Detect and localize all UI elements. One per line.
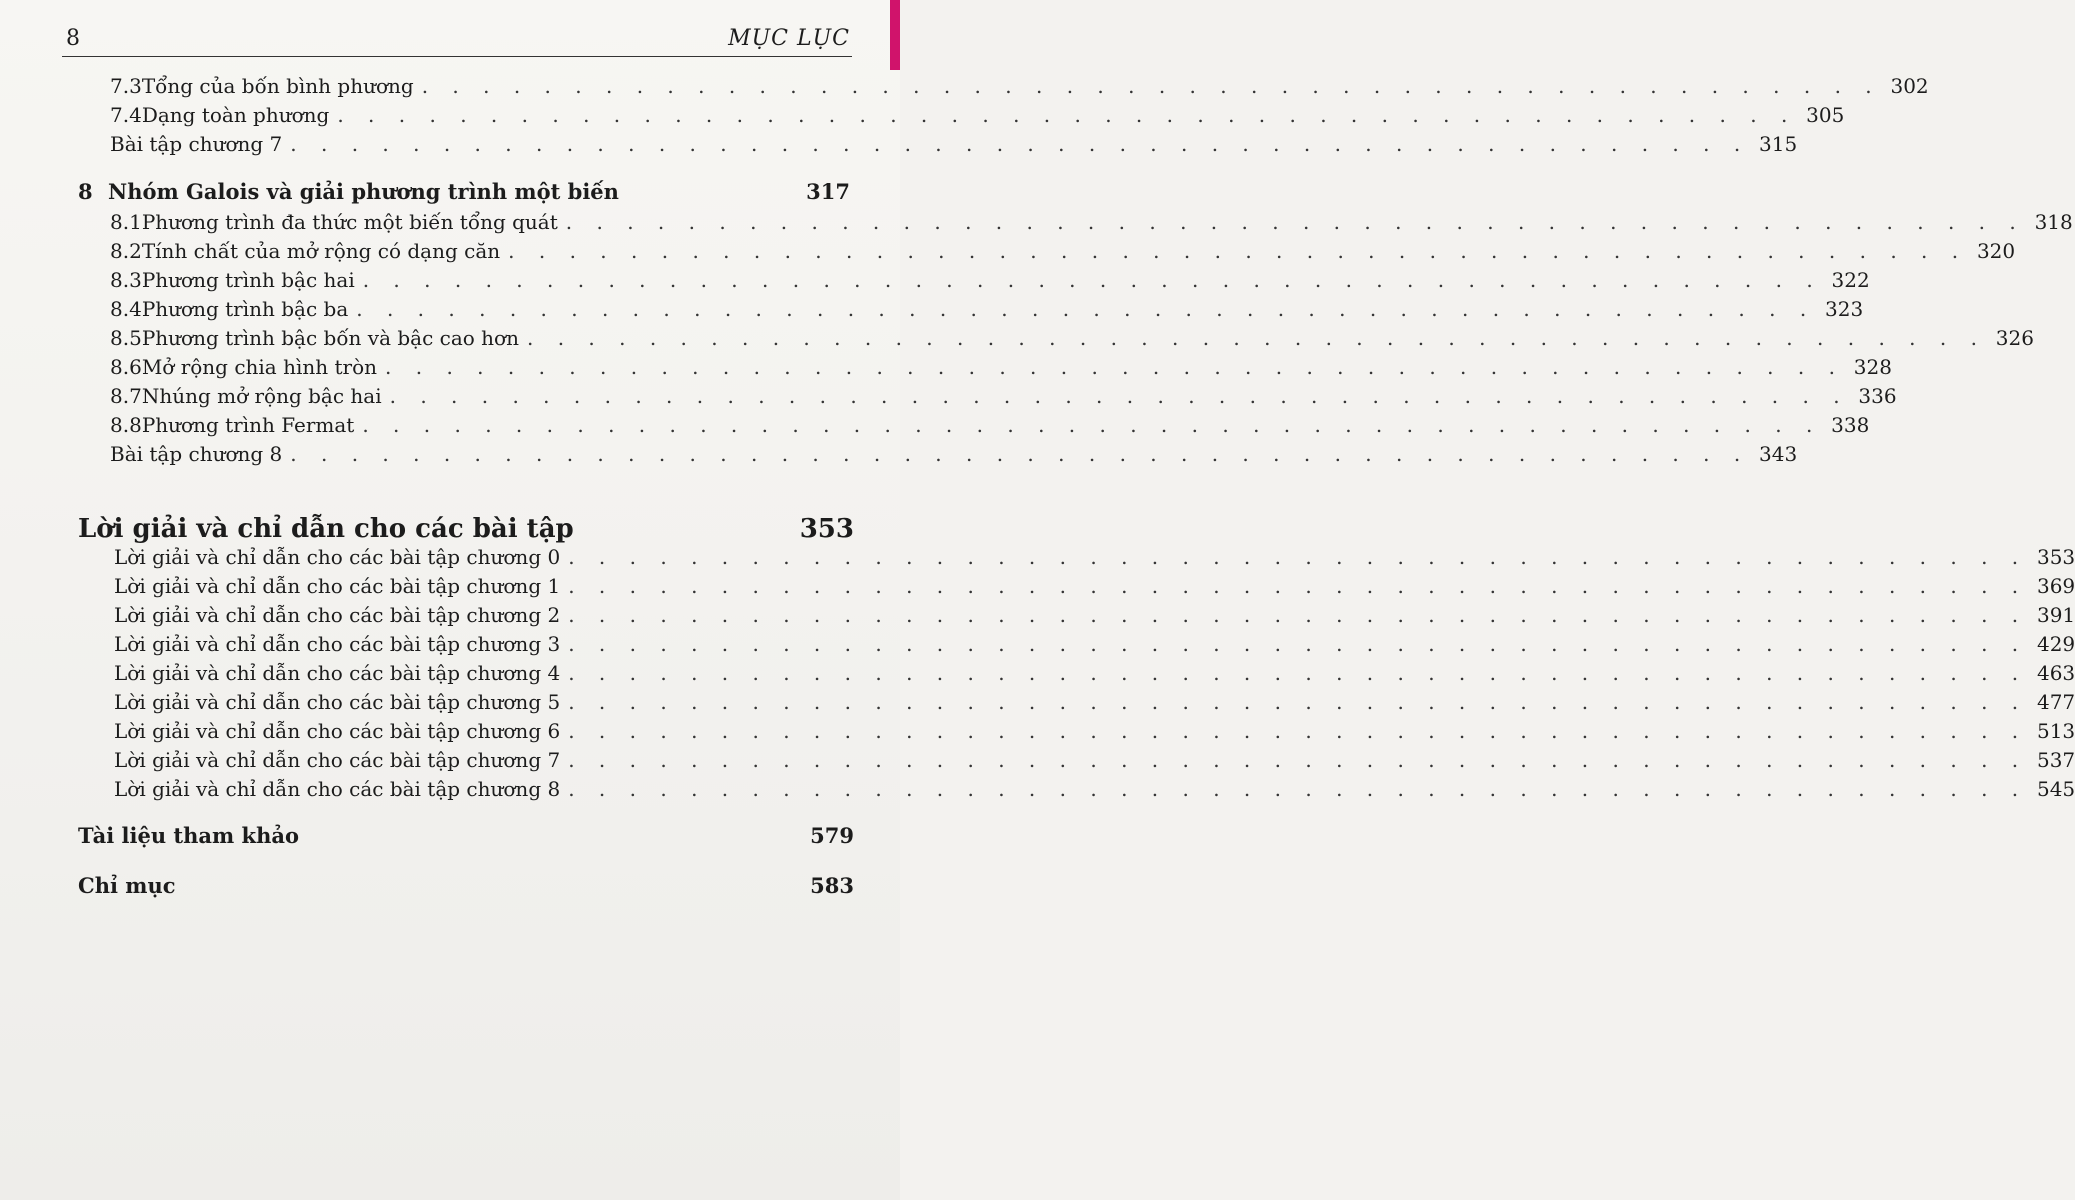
page-number: 8 [66, 26, 80, 51]
toc-entry-8-1 [110, 208, 2073, 236]
toc-references [78, 822, 854, 850]
section-page: 315 [1759, 132, 1798, 156]
leader-dots: . . . . . . . . . . . . . . . . . . . . . . . . . . . . . . . . . . . . . . . . . . . . . . . . [568, 574, 2028, 598]
page-header [62, 22, 852, 57]
solution-page: 353 [2036, 545, 2075, 569]
index-page: 583 [810, 873, 854, 898]
leader-dots: . . . . . . . . . . . . . . . . . . . . . . . . . . . . . . . . . . . . . . . . . . . . . . . . [565, 210, 2025, 234]
section-page: 318 [2034, 210, 2073, 234]
solution-title: Lời giải và chỉ dẫn cho các bài tập chương 3 [114, 632, 561, 656]
leader-dots: . . . . . . . . . . . . . . . . . . . . . . . . . . . . . . . . . . . . . . . . . . . . . . . . [568, 545, 2028, 569]
section-page: 336 [1858, 384, 1897, 408]
solution-page: 391 [2036, 603, 2075, 627]
section-number: 8.7 [110, 384, 142, 408]
solution-page: 513 [2036, 719, 2075, 743]
section-number: 8.6 [110, 355, 142, 379]
leader-dots: . . . . . . . . . . . . . . . . . . . . . . . . . . . . . . . . . . . . . . . . . . . . . . . . [526, 326, 1986, 350]
toc-solution-entry [114, 746, 2075, 774]
toc-entry-7-3 [110, 72, 1929, 100]
references-title: Tài liệu tham khảo [78, 823, 299, 848]
page-edge-marker [890, 0, 900, 70]
solution-page: 369 [2036, 574, 2075, 598]
running-title: MỤC LỤC [728, 26, 850, 51]
leader-dots: . . . . . . . . . . . . . . . . . . . . . . . . . . . . . . . . . . . . . . . . . . . . . . . . [568, 748, 2028, 772]
section-page: 302 [1890, 74, 1929, 98]
toc-entry-8-6 [110, 353, 1892, 381]
solution-title: Lời giải và chỉ dẫn cho các bài tập chương 4 [114, 661, 561, 685]
toc-entry-exercises-7 [110, 130, 1798, 158]
leader-dots: . . . . . . . . . . . . . . . . . . . . . . . . . . . . . . . . . . . . . . . . . . . . . . . . [290, 442, 1750, 466]
toc-index [78, 872, 854, 900]
chapter-number: 8 [78, 179, 93, 204]
leader-dots: . . . . . . . . . . . . . . . . . . . . . . . . . . . . . . . . . . . . . . . . . . . . . . . . [389, 384, 1849, 408]
toc-part-solutions [78, 512, 854, 546]
leader-dots: . . . . . . . . . . . . . . . . . . . . . . . . . . . . . . . . . . . . . . . . . . . . . . . . [356, 297, 1816, 321]
section-title: Phương trình đa thức một biến tổng quát [141, 210, 558, 234]
toc-entry-8-4 [110, 295, 1864, 323]
toc-entry-7-4 [110, 101, 1845, 129]
toc-solution-entry [114, 601, 2075, 629]
leader-dots: . . . . . . . . . . . . . . . . . . . . . . . . . . . . . . . . . . . . . . . . . . . . . . . . [337, 103, 1797, 127]
section-number: 7.3 [110, 74, 142, 98]
toc-entry-exercises-8 [110, 440, 1798, 468]
part-page: 353 [799, 514, 854, 544]
section-title: Bài tập chương 7 [110, 132, 283, 156]
section-title: Nhúng mở rộng bậc hai [141, 384, 382, 408]
toc-solution-entry [114, 659, 2075, 687]
section-page: 328 [1853, 355, 1892, 379]
chapter-page: 317 [806, 179, 850, 204]
section-title: Bài tập chương 8 [110, 442, 283, 466]
section-page: 320 [1976, 239, 2016, 263]
solution-title: Lời giải và chỉ dẫn cho các bài tập chương 6 [114, 719, 561, 743]
toc-solution-entry [114, 717, 2075, 745]
leader-dots: . . . . . . . . . . . . . . . . . . . . . . . . . . . . . . . . . . . . . . . . . . . . . . . . [568, 777, 2028, 801]
section-page: 305 [1806, 103, 1845, 127]
toc-entry-8-3 [110, 266, 1870, 294]
section-title: Dạng toàn phương [141, 103, 330, 127]
leader-dots: . . . . . . . . . . . . . . . . . . . . . . . . . . . . . . . . . . . . . . . . . . . . . . . . [568, 632, 2028, 656]
section-number: 8.2 [110, 239, 142, 263]
leader-dots: . . . . . . . . . . . . . . . . . . . . . . . . . . . . . . . . . . . . . . . . . . . . . . . . [421, 74, 1881, 98]
solution-page: 545 [2036, 777, 2075, 801]
section-title: Phương trình bậc bốn và bậc cao hơn [141, 326, 519, 350]
section-page: 323 [1825, 297, 1864, 321]
solution-page: 477 [2036, 690, 2075, 714]
leader-dots: . . . . . . . . . . . . . . . . . . . . . . . . . . . . . . . . . . . . . . . . . . . . . . . . [568, 603, 2028, 627]
leader-dots: . . . . . . . . . . . . . . . . . . . . . . . . . . . . . . . . . . . . . . . . . . . . . . . . [290, 132, 1750, 156]
toc-entry-8-7 [110, 382, 1897, 410]
solution-title: Lời giải và chỉ dẫn cho các bài tập chương 7 [114, 748, 561, 772]
leader-dots: . . . . . . . . . . . . . . . . . . . . . . . . . . . . . . . . . . . . . . . . . . . . . . . . [362, 268, 1822, 292]
leader-dots: . . . . . . . . . . . . . . . . . . . . . . . . . . . . . . . . . . . . . . . . . . . . . . . . [508, 239, 1968, 263]
section-title: Tính chất của mở rộng có dạng căn [141, 239, 501, 263]
chapter-title: Nhóm Galois và giải phương trình một biến [108, 179, 619, 204]
toc-solution-entry [114, 630, 2075, 658]
solution-page: 463 [2036, 661, 2075, 685]
toc-solution-entry [114, 688, 2075, 716]
leader-dots: . . . . . . . . . . . . . . . . . . . . . . . . . . . . . . . . . . . . . . . . . . . . . . . . [568, 661, 2028, 685]
section-page: 322 [1831, 268, 1870, 292]
leader-dots: . . . . . . . . . . . . . . . . . . . . . . . . . . . . . . . . . . . . . . . . . . . . . . . . [362, 413, 1822, 437]
references-page: 579 [810, 823, 854, 848]
section-title: Phương trình Fermat [141, 413, 355, 437]
section-number: 8.5 [110, 326, 142, 350]
toc-solution-entry [114, 775, 2075, 803]
section-number: 8.4 [110, 297, 142, 321]
toc-solution-entry [114, 543, 2075, 571]
toc-entry-8-8 [110, 411, 1870, 439]
section-number: 8.1 [110, 210, 142, 234]
section-number: 8.3 [110, 268, 142, 292]
section-page: 343 [1759, 442, 1798, 466]
solution-title: Lời giải và chỉ dẫn cho các bài tập chương 1 [114, 574, 561, 598]
solution-title: Lời giải và chỉ dẫn cho các bài tập chương 0 [114, 545, 561, 569]
solution-page: 537 [2036, 748, 2075, 772]
section-number: 8.8 [110, 413, 142, 437]
part-title: Lời giải và chỉ dẫn cho các bài tập [78, 514, 574, 544]
section-title: Mở rộng chia hình tròn [141, 355, 378, 379]
leader-dots: . . . . . . . . . . . . . . . . . . . . . . . . . . . . . . . . . . . . . . . . . . . . . . . . [568, 690, 2028, 714]
solution-page: 429 [2036, 632, 2075, 656]
solution-title: Lời giải và chỉ dẫn cho các bài tập chương 5 [114, 690, 561, 714]
solution-title: Lời giải và chỉ dẫn cho các bài tập chương 2 [114, 603, 561, 627]
toc-entry-8-5 [110, 324, 2034, 352]
section-page: 338 [1831, 413, 1870, 437]
leader-dots: . . . . . . . . . . . . . . . . . . . . . . . . . . . . . . . . . . . . . . . . . . . . . . . . [568, 719, 2028, 743]
toc-solution-entry [114, 572, 2075, 600]
toc-chapter-8 [78, 178, 850, 206]
section-number: 7.4 [110, 103, 142, 127]
section-title: Phương trình bậc ba [141, 297, 349, 321]
section-title: Phương trình bậc hai [141, 268, 355, 292]
section-page: 326 [1995, 326, 2034, 350]
index-title: Chỉ mục [78, 873, 176, 898]
toc-entry-8-2 [110, 237, 2016, 265]
leader-dots: . . . . . . . . . . . . . . . . . . . . . . . . . . . . . . . . . . . . . . . . . . . . . . . . [385, 355, 1844, 379]
solution-title: Lời giải và chỉ dẫn cho các bài tập chương 8 [114, 777, 561, 801]
section-title: Tổng của bốn bình phương [141, 74, 414, 98]
